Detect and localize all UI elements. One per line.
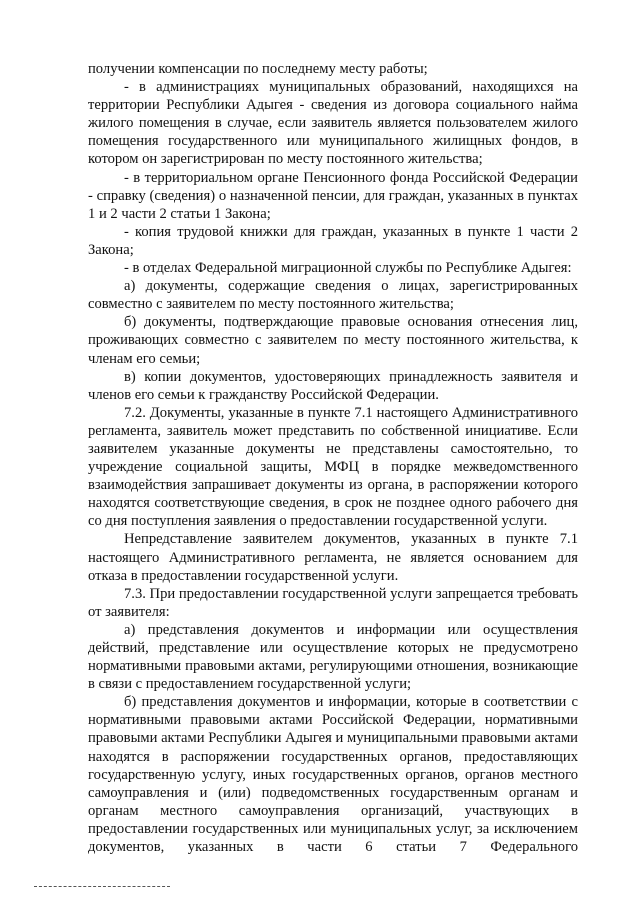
paragraph-0: получении компенсации по последнему месту работы;	[88, 61, 428, 77]
paragraph-10: 7.3. При предоставлении государственной услуги запрещается требовать от заявителя:	[88, 585, 578, 620]
paragraph-11: а) представления документов и информации или осуществления действий, представление или осуществление которых не предусмотрено нормативными правовыми актами, регулирующими отношения, возникающие в связи с предоставлением государственной услуги;	[88, 621, 578, 693]
paragraph-4: - в отделах Федеральной миграционной службы по Республике Адыгея:	[124, 260, 572, 277]
paragraph-2: - в территориальном органе Пенсионного фонда Российской Федерации - справку (сведения) о назначенной пенсии, для граждан, указанных в пунктах 1 и 2 части 2 статьи 1 Закона;	[88, 169, 578, 222]
document-page	[88, 60, 578, 856]
paragraph-12: б) представления документов и информации, которые в соответствии с нормативными правовыми актами Российской Федерации, нормативными правовыми актами Республики Адыгея и муниципальными правовыми актами находятся в распоряжении государственных органов, предоставляющих государственную услугу, иных государственных органов, органов местного самоуправления и (или) подведомственных государственным органам и органам местного самоуправления организаций, участвующих в предоставлении государственных или муниципальных услуг, за исключением документов, указанных в части 6 статьи 7 Федерального	[88, 694, 578, 856]
footer-separator	[34, 886, 170, 887]
paragraph-6: б) документы, подтверждающие правовые основания отнесения лиц, проживающих совместно с заявителем по месту постоянного жительства, к членам его семьи;	[88, 314, 578, 367]
paragraph-9: Непредставление заявителем документов, указанных в пункте 7.1 настоящего Административного регламента, не является основанием для отказа в предоставлении государственной услуги.	[88, 531, 578, 584]
paragraph-8: 7.2. Документы, указанные в пункте 7.1 настоящего Административного регламента, заявитель может представить по собственной инициативе. Если заявителем указанные документы не представлены самостоятельно, то учреждение социальной защиты, МФЦ в порядке межведомственного взаимодействия запрашивает документы из органа, в распоряжении которого находятся соответствующие сведения, в срок не позднее одного рабочего дня со дня поступления заявления о предоставлении государственной услуги.	[88, 404, 578, 530]
paragraph-3: - копия трудовой книжки для граждан, указанных в пункте 1 части 2 Закона;	[88, 223, 578, 258]
paragraph-5: а) документы, содержащие сведения о лицах, зарегистрированных совместно с заявителем по месту постоянного жительства;	[88, 278, 578, 313]
paragraph-7: в) копии документов, удостоверяющих принадлежность заявителя и членов его семьи к гражданству Российской Федерации.	[88, 368, 578, 403]
paragraph-1: - в администрациях муниципальных образований, находящихся на территории Республики Адыгея - сведения из договора социального найма жилого помещения в случае, если заявитель является пользователем жилого помещения государственного или муниципального жилищных фондов, в котором он зарегистрирован по месту постоянного жительства;	[88, 79, 578, 168]
